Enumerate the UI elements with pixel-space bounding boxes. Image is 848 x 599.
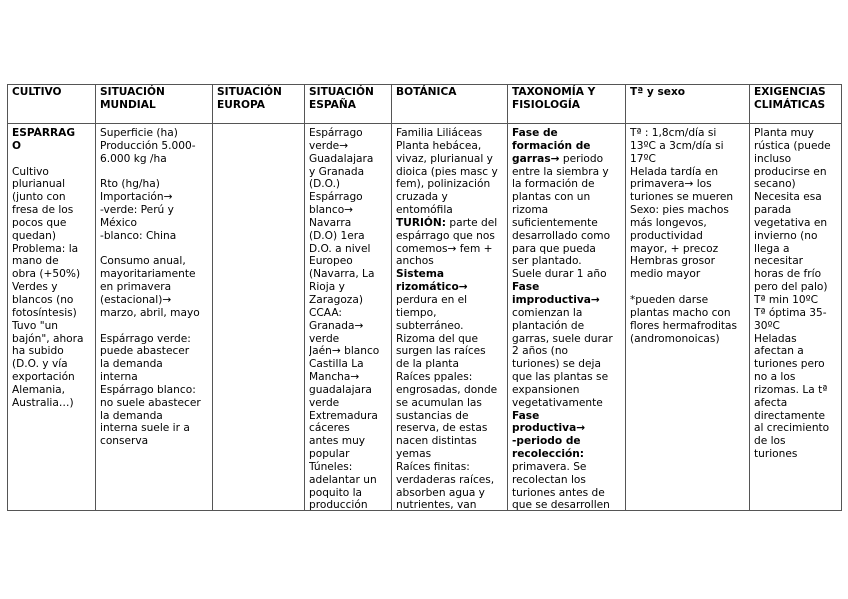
text-line: exportación xyxy=(12,371,75,384)
text-line: (D.O.) xyxy=(309,178,341,191)
text-line: Túneles: xyxy=(309,460,353,473)
text-line: D.O. a nivel xyxy=(309,242,371,255)
text-line: Helada tardía en xyxy=(630,165,719,178)
exigencias-lines xyxy=(754,127,837,461)
text-line: turiones xyxy=(754,448,798,461)
text-line: Espárrago verde: xyxy=(100,332,191,345)
text-line: Extremadura xyxy=(309,409,378,422)
text-line: verde xyxy=(309,332,340,345)
text-line: producción xyxy=(309,499,368,510)
text-line: más longevos, xyxy=(630,216,707,229)
text-line: *pueden darse xyxy=(630,293,709,306)
text-line: Castilla La xyxy=(309,358,364,371)
text-line: afecta xyxy=(754,396,788,409)
text-line: Espárrago xyxy=(309,127,363,139)
text-line: llega a xyxy=(754,242,790,255)
mundial-lines xyxy=(100,127,208,448)
text-line: Planta muy xyxy=(754,127,814,139)
text-line: producirse en xyxy=(754,165,827,178)
text-line: Cultivo xyxy=(12,165,49,178)
text-line: obra (+50%) xyxy=(12,268,81,281)
text-line: Australia…) xyxy=(12,396,74,409)
text-line: Sexo: pies machos xyxy=(630,204,729,217)
text-line xyxy=(100,320,208,333)
text-line: 13ºC a 3cm/día si xyxy=(630,139,724,152)
text-line: fotosíntesis) xyxy=(12,306,77,319)
text-line: Superficie (ha) xyxy=(100,127,178,139)
text-line: de los xyxy=(754,435,786,448)
header-situacion-mundial: SITUACIÓN MUNDIAL xyxy=(96,85,213,124)
text-line: (junto con xyxy=(12,191,66,204)
text-line: Tª min 10ºC xyxy=(754,293,819,306)
cell-exigencias xyxy=(750,124,842,511)
header-temperatura-sexo: Tª y sexo xyxy=(626,85,750,124)
text-line: (D.O. y vía xyxy=(12,358,68,371)
text-line: al crecimiento xyxy=(754,422,830,435)
text-line: Espárrago blanco: xyxy=(100,383,196,396)
espana-lines xyxy=(309,127,387,510)
cell-temperatura-sexo xyxy=(626,124,750,511)
text-line: guadalajara xyxy=(309,383,372,396)
text-line: marzo, abril, mayo xyxy=(100,306,200,319)
crop-title: ESPÁRRAG xyxy=(12,127,76,139)
body-row xyxy=(8,124,842,511)
text-line: medio mayor xyxy=(630,268,701,281)
text-line: Necesita esa xyxy=(754,191,822,204)
cell-situacion-espana xyxy=(305,124,392,511)
text-line: Espárrago xyxy=(309,191,363,204)
text-line: Consumo anual, xyxy=(100,255,186,268)
text-line: conserva xyxy=(100,435,149,448)
text-line: Guadalajara xyxy=(309,152,374,165)
text-line: la demanda xyxy=(100,409,163,422)
text-line: Problema: la xyxy=(12,242,79,255)
text-line: Verdes y xyxy=(12,281,58,294)
text-line: antes muy xyxy=(309,435,366,448)
text-line: interna suele ir a xyxy=(100,422,190,435)
text-line: Tuvo "un xyxy=(12,319,58,332)
text-line: Heladas xyxy=(754,332,797,345)
text-line: puede abastecer xyxy=(100,345,190,358)
sistema-label: Sistema xyxy=(396,268,445,281)
text-line: parada xyxy=(754,204,792,217)
text-line: rústica (puede xyxy=(754,139,831,152)
text-line: Rto (hg/ha) xyxy=(100,178,160,191)
header-row xyxy=(8,85,842,124)
text-line: Producción 5.000- xyxy=(100,139,196,152)
text-line: Zaragoza) xyxy=(309,293,363,306)
text-line: vegetativa en xyxy=(754,216,828,229)
text-line: blancos (no xyxy=(12,293,74,306)
text-line: flores hermafroditas xyxy=(630,319,738,332)
text-line: mayoritariamente xyxy=(100,268,196,281)
text-line: verde→ xyxy=(309,139,349,152)
text-line: fresa de los xyxy=(12,204,74,217)
cell-situacion-mundial xyxy=(96,124,213,511)
text-line: primavera→ los xyxy=(630,178,712,191)
tsexo-lines xyxy=(630,127,745,345)
cell-cultivo xyxy=(8,124,96,511)
header-taxonomia: TAXONOMÍA Y FISIOLOGÍA xyxy=(508,85,626,124)
text-line: adelantar un xyxy=(309,473,377,486)
cell-botanica xyxy=(392,124,508,511)
fase-productiva-label: Fase xyxy=(512,409,540,422)
text-line: y Granada xyxy=(309,165,365,178)
text-line: plantas macho con xyxy=(630,306,731,319)
text-line: cáceres xyxy=(309,422,350,435)
text-line: Europeo xyxy=(309,255,353,268)
text-line: no a los xyxy=(754,371,796,384)
text-line: Importación→ xyxy=(100,191,173,204)
cell-situacion-europa xyxy=(213,124,305,511)
text-line: (andromonoicas) xyxy=(630,332,720,345)
text-line: Jaén→ blanco xyxy=(309,345,380,358)
text-line: mano de xyxy=(12,255,59,268)
text-line: mayor, + precoz xyxy=(630,242,719,255)
text-line: ha subido xyxy=(12,345,64,358)
text-line: (D.O) 1era xyxy=(309,229,365,242)
text-line: (Navarra, La xyxy=(309,268,375,281)
text-line: afectan a xyxy=(754,345,804,358)
text-line: pocos que xyxy=(12,216,67,229)
fase-formacion-label: Fase de xyxy=(512,127,558,139)
text-line: (estacional)→ xyxy=(100,293,172,306)
text-line: interna xyxy=(100,371,138,384)
text-line xyxy=(100,166,208,179)
text-line: Tª : 1,8cm/día si xyxy=(630,127,717,139)
text-line: Mancha→ xyxy=(309,371,360,384)
botanica-text: Familia Liliáceas Planta hebácea, vivaz, plurianual y dioica (pies masc y fem), polinización cruzada y entomófila TURIÓN: parte del espárrago que nos comemos→ fem + anchos Sistema rizomático→ perdura en el tiempo, subterráneo. Rizoma del que surgen las raíces de la planta Raíces ppales: engrosadas, donde se acumulan las sustancias de reserva, de estas nacen distintas yemas Raíces finitas: verdaderas raíces, absorben agua y nutrientes, van xyxy=(396,127,503,510)
text-line: 6.000 kg /ha xyxy=(100,152,167,165)
text-line: necesitar xyxy=(754,255,804,268)
text-line: productividad xyxy=(630,229,703,242)
cell-taxonomia xyxy=(508,124,626,511)
text-line: quedan) xyxy=(12,229,57,242)
text-line: 30ºC xyxy=(754,319,780,332)
text-line: 17ºC xyxy=(630,152,656,165)
text-line: Rioja y xyxy=(309,281,345,294)
text-line: rizomas. La tª xyxy=(754,383,828,396)
fase-improductiva-label: Fase xyxy=(512,281,540,294)
text-line xyxy=(630,281,745,294)
text-line: plurianual xyxy=(12,178,66,191)
text-line: invierno (no xyxy=(754,229,818,242)
text-line: Alemania, xyxy=(12,383,66,396)
turion-label: TURIÓN: xyxy=(396,216,447,229)
header-situacion-espana: SITUACIÓN ESPAÑA xyxy=(305,85,392,124)
text-line: -verde: Perú y xyxy=(100,204,174,217)
text-line: turiones pero xyxy=(754,358,825,371)
text-line: horas de frío xyxy=(754,268,822,281)
text-line: Tª óptima 35- xyxy=(754,306,827,319)
text-line: blanco→ xyxy=(309,204,354,217)
crop-title-cont: O xyxy=(12,139,22,152)
text-line: -blanco: China xyxy=(100,229,177,242)
text-line: turiones se mueren xyxy=(630,191,734,204)
text-line: Navarra xyxy=(309,216,352,229)
cultivo-lines xyxy=(12,166,91,410)
text-line: verde xyxy=(309,396,340,409)
crop-table xyxy=(7,84,842,511)
header-botanica: BOTÁNICA xyxy=(392,85,508,124)
text-line: popular xyxy=(309,448,350,461)
text-line: en primavera xyxy=(100,281,172,294)
text-line: secano) xyxy=(754,178,796,191)
header-exigencias: EXIGENCIAS CLIMÁTICAS xyxy=(750,85,842,124)
text-line: Hembras grosor xyxy=(630,255,715,268)
text-line: CCAA: xyxy=(309,306,342,319)
text-line: poquito la xyxy=(309,486,363,499)
text-line: México xyxy=(100,216,137,229)
text-line: pero del palo) xyxy=(754,281,828,294)
header-cultivo: CULTIVO xyxy=(8,85,96,124)
text-line: incluso xyxy=(754,152,792,165)
header-situacion-europa: SITUACIÓN EUROPA xyxy=(213,85,305,124)
text-line: Granada→ xyxy=(309,319,364,332)
text-line xyxy=(100,243,208,256)
text-line: directamente xyxy=(754,409,826,422)
text-line: la demanda xyxy=(100,358,163,371)
taxonomia-text: Fase de formación de garras→ periodo entre la siembra y la formación de plantas con un rizoma suficientemente desarrollado como para que pueda ser plantado. Suele durar 1 año Fase improductiva→ comienzan la plantación de garras, suele durar 2 años (no turiones) se deja que las plantas se expansionen vegetativamente Fase productiva→ -periodo de recolección: primavera. Se recolectan los turiones antes de que se desarrollen xyxy=(512,127,621,510)
text-line: bajón", ahora xyxy=(12,332,84,345)
text-line: no suele abastecer xyxy=(100,396,201,409)
